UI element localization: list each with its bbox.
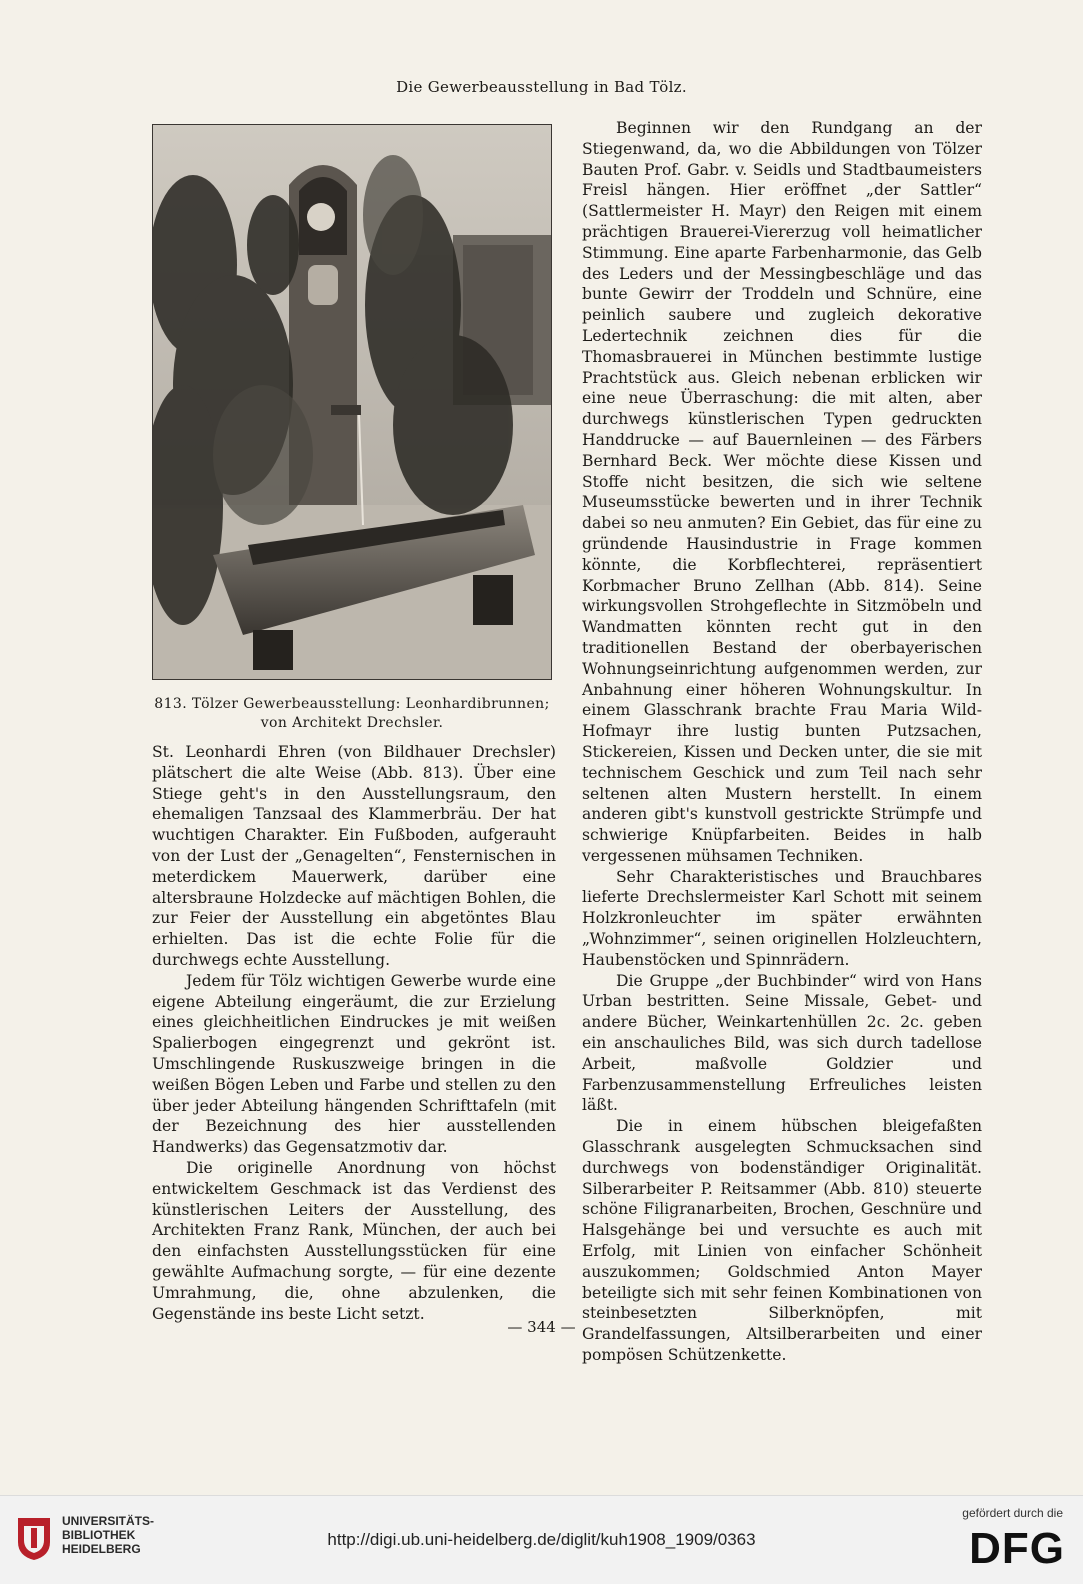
paragraph: Die in einem hübschen bleigefaßten Glasschrank ausgelegten Schmucksachen sind durchwegs von bodenständiger Originalität. Silberarbeiter P. Reitsammer (Abb. 810) steuerte schöne Filigranarbeiten, Brochen, Geschnüre und Halsgehänge bei und versuchte es auch mit Erfolg, mit Linien von einfacher Schönheit auszukommen; Goldschmied Anton Mayer beteiligte sich mit sehr feinen Kombinationen von steinbesetzten Silberknöpfen, mit Grandelfassungen, Altsilberarbeiten und einer pompösen Schützenkette. [582,1117,982,1365]
left-text-column [152,742,556,1324]
paragraph: Beginnen wir den Rundgang an der Stiegenwand, da, wo die Abbildungen von Tölzer Bauten Prof. Gabr. v. Seidls und Stadtbaumeisters Freisl hängen. Hier eröffnet „der Sattler“ (Sattlermeister H. Mayr) den Reigen mit einem prächtigen Brauerei-Viererzug voll heimatlicher Stimmung. Eine aparte Farbenharmonie, das Gelb des Leders und der Messingbeschläge und das bunte Gewirr der Troddeln und Schnüre, eine peinlich saubere und zugleich dekorative Ledertechnik zeichnen dies für die Thomasbrauerei in München bestimmte lustige Prachtstück aus. Gleich nebenan erblicken wir eine neue Überraschung: die mit alten, aber durchwegs künstlerischen Typen gedruckten Handdrucke — auf Bauernleinen — des Färbers Bernhard Beck. Wer möchte diese Kissen und Stoffe nicht besitzen, die sich wie seltene Museumsstücke bewerten und in ihrer Technik dabei so neu anmuten? Ein Gebiet, das für eine zu gründende Hausindustrie in Frage kommen könnte, die Korbflechterei, repräsentiert Korbmacher Bruno Zellhan (Abb. 814). Seine wirkungsvollen Strohgeflechte in Sitzmöbeln und Wandmatten könnten recht gut in den traditionellen Bestand der oberbayerischen Wohnungseinrichtung aufgenommen werden, zur Anbahnung einer höheren Wohnungskultur. In einem Glasschrank brachte Frau Maria Wild-Hofmayr ihre lustig bunten Putzsachen, Stickereien, Kissen und Decken unter, die sie mit technischem Geschick und zum Teil nach sehr seltenen alten Mustern herstellt. In einem anderen gibt's kunstvoll gestrickte Strümpfe und schwierige Knüpfarbeiten. Beides in halb vergessenen mühsamen Techniken. [582,119,982,865]
paragraph: Die Gruppe „der Buchbinder“ wird von Hans Urban bestritten. Seine Missale, Gebet- und andere Bücher, Weinkartenhüllen 2c. 2c. geben ein anschauliches Bild, was sich durch tadellose Arbeit, maßvolle Goldzier und Farbenzusammenstellung Erfreuliches leisten läßt. [582,971,982,1115]
viewer-footer [0,1495,1083,1584]
permalink-url[interactable]: http://digi.ub.uni-heidelberg.de/diglit/kuh1908_1909/0363 [327,1530,756,1549]
page-number: — 344 — [507,1318,576,1336]
running-header: Die Gewerbeausstellung in Bad Tölz. [396,78,687,96]
paragraph: Jedem für Tölz wichtigen Gewerbe wurde eine eigene Abteilung eingeräumt, die zur Erzielung eines gleichheitlichen Eindruckes je mit weißen Spalierbogen eingegrenzt und gekrönt ist. Umschlingende Ruskuszweige bringen in die weißen Bögen Leben und Farbe und stellen zu den über jeder Abteilung hängenden Schrifttafeln (mit der Bezeichnung des hier ausstellenden Handwerks) das Gegensatzmotiv dar. [152,971,556,1157]
figure-caption [140,695,564,733]
paragraph: Die originelle Anordnung von höchst entwickeltem Geschmack ist das Verdienst des künstlerischen Leiters der Ausstellung, des Architekten Franz Rank, München, der auch bei den einfachsten Ausstellungsstücken für eine gewählte Aufmachung sorgte, — für eine dezente Umrahmung, die, ohne abzulenken, die Gegenstände ins beste Licht setzt. [152,1158,556,1323]
caption-line-1: 813. Tölzer Gewerbeausstellung: Leonhardibrunnen; [154,696,550,712]
library-name: UNIVERSITÄTS- BIBLIOTHEK HEIDELBERG [62,1514,155,1556]
dfg-logo: DFG [969,1524,1065,1573]
paragraph: St. Leonhardi Ehren (von Bildhauer Drechsler) plätschert die alte Weise (Abb. 813). Über eine Stiege geht's in den Ausstellungsraum, den ehemaligen Tanzsaal des Klammerbräu. Der hat wuchtigen Charakter. Ein Fußboden, aufgerauht von der Lust der „Genagelten“, Fensternischen in meterdickem Mauerwerk, darüber eine altersbraune Holzdecke auf mächtigen Bohlen, die zur Feier der Ausstellung ein abgetöntes Blau erhielten. Das ist die echte Folie für die durchwegs echte Ausstellung. [152,743,556,969]
fountain-photograph [152,124,552,680]
paragraph: Sehr Charakteristisches und Brauchbares lieferte Drechslermeister Karl Schott mit seinem Holzkronleuchter im später erwähnten „Wohnzimmer“, seinen originellen Holzleuchtern, Haubenstöcken und Spinnrädern. [582,867,982,969]
funding-note: gefördert durch die [962,1506,1063,1520]
right-text-column [582,118,982,1366]
caption-line-2: von Architekt Drechsler. [260,715,444,731]
